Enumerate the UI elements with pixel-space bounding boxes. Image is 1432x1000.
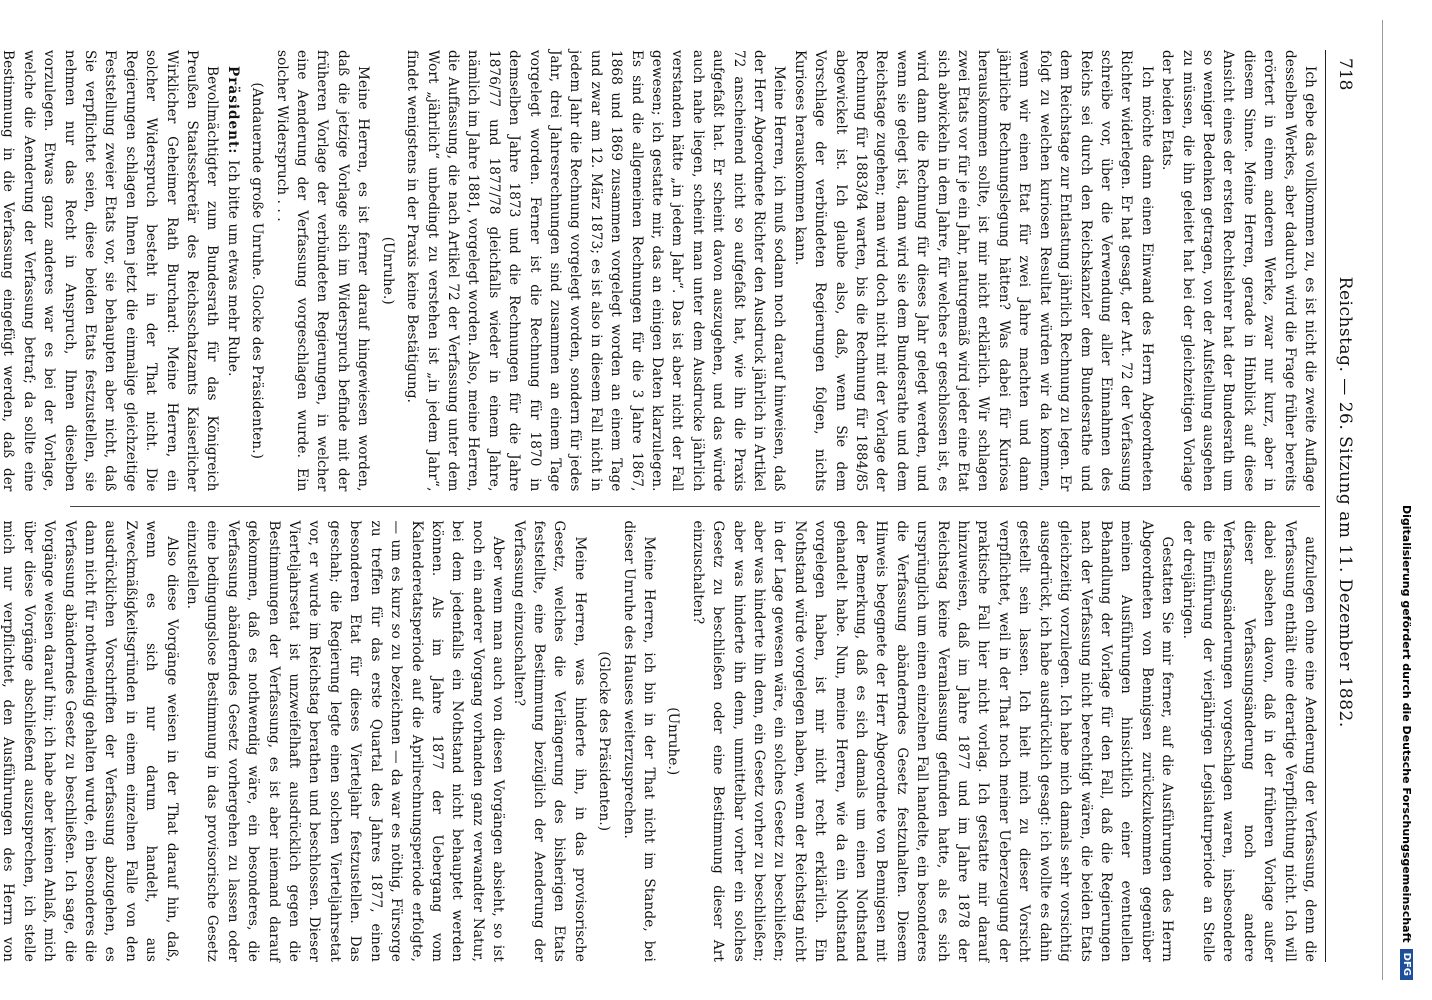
text-columns bbox=[0, 50, 1320, 962]
text-paragraph: Gestatten Sie mir ferner, auf die Ausführungen des Herrn Abgeordneten von Bennigsen zurückzukommen gegenüber meinen Ausführungen hinsichtlich einer eventuellen Behandlung der Vorlage für den Fall, daß die Regierungen nach der Verfassung nicht berechtigt wären, die beiden Etats gleichzeitig vorzulegen. Ich habe mich damals sehr vorsichtig ausgedrückt, ich habe ausdrücklich gesagt: ich wollte es dahin gestellt sein lassen. Ich hielt mich zu dieser Vorsicht verpflichtet, weil in der That noch meiner Ueberzeugung der praktische Fall hier nicht vorlag. Ich gestatte mir darauf hinzuweisen, daß im Jahre 1877 und im Jahre 1878 der Reichstag keine Veranlassung gefunden hatte, als es sich ursprünglich um einen einzelnen Fall handelte, ein besonderes die Verfassung abänderndes Gesetz festzuhalten. Diesem Hinweis begegnete der Herr Abgeordnete von Bennigsen mit der Bemerkung, daß es sich damals um einen Nothstand gehandelt habe. Nun, meine Herren, wie da ein Nothstand vorgelegen haben, ist mir nicht recht erklärlich. Ein Nothstand würde vorgelegen haben, wenn der Reichstag nicht in der Lage gewesen wäre, ein solches Gesetz zu beschließen; aber was hinderte ihn denn, ein Gesetz vorher zu beschließen; aber was hinderte ihn denn, unmittelbar vorher ein solches Gesetz zu beschließen oder eine Bestimmung dieser Art einzuschalten? bbox=[689, 520, 1176, 962]
text-paragraph: Bevollmächtigter zum Bundesrath für das Königreich Preußen Staatssekretär des Reichsschatzamts Kaiserlicher Wirklicher Geheimer Rath Burchard: Meine Herren, ein solcher Widerspruch besteht in der That nicht. Die Regierungen schlagen Ihnen jetzt die einmalige gleichzeitige Feststellung zweier Etats vor, sie behaupten aber nicht, daß Sie verpflichtet seien, diese beiden Etats festzustellen, sie nehmen nur das Recht in Anspruch, Ihnen dieselben vorzulegen. Etwas ganz anderes war es bei der Vorlage, welche die Aenderung der Verfassung betraf; da sollte eine Bestimmung in die Verfassung eingefügt werden, daß der bbox=[0, 50, 221, 492]
sidebar-divider bbox=[1382, 20, 1383, 980]
stage-direction: (Unruhe.) bbox=[665, 707, 682, 776]
speech-paragraph bbox=[222, 50, 242, 492]
column-divider bbox=[70, 506, 1320, 507]
text-paragraph: Ich gebe das vollkommen zu, es ist nicht die zweite Auflage desselben Werkes, aber dadurch wird die Frage früher bereits erörtert in einem anderen Werke, zwar nur kurz, aber in diesem Sinne. Meine Herren, gerade in Hinblick auf diese Ansicht eines der ersten Rechtslehrer hat der Bundesrath um so weniger Bedenken getragen, von der Aufstellung ausgehen zu müssen, die ihn geleitet hat bei der gleichzeitigen Vorlage der beiden Etats. bbox=[1159, 50, 1318, 492]
text-paragraph: Meine Herren, es ist ferner darauf hingewiesen worden, daß die jetzige Vorlage sich im Widerspruch befinde mit der früheren Vorlage der verbündeten Regierungen, in welcher eine Aenderung der Verfassung vorgeschlagen wurde. Ein solcher Widerspruch . . . bbox=[273, 50, 372, 492]
text-paragraph: Also diese Vorgänge weisen in der That darauf hin, daß, wenn es sich nur darum handelt, aus Zweckmäßigkeitsgründen in einem einzelnen Falle von den ausdrücklichen Vorschriften der Verfassung abzugehen, es dann nicht für nothwendig gehalten wurde, ein besonderes die Verfassung abänderndes Gesetz zu beschließen. Ich sage, die Vorgänge weisen darauf hin; ich habe aber keinen Anlaß, mich über diese Vorgänge abschließend auszusprechen, ich stelle mich nur verpflichtet, den Ausführungen des Herrn von bbox=[0, 520, 180, 962]
page-header bbox=[1330, 40, 1360, 972]
rotated-page bbox=[0, 40, 1360, 972]
text-paragraph: Meine Herren, ich muß sodann noch darauf hinweisen, daß der Herr Abgeordnete Richter den Ausdruck jährlich in Artikel 72 anscheinend nicht so aufgefaßt hat, wie ihn die Praxis aufgefaßt hat. Er scheint davon auszugehen, und das würde auch nahe liegen, scheint man unter dem Ausdrucke jährlich verstanden hätte „in jedem Jahr“. Das ist aber nicht der Fall gewesen; ich gestatte mir, das an einigen Daten klarzulegen. Es sind die allgemeinen Rechnungen für die 3 Jahre 1867, 1868 und 1869 zusammen vorgelegt worden an einem Tage und zwar am 12. März 1873; es ist also in diesem Fall nicht in jedem Jahr die Rechnung vorgelegt worden, sondern für jedes Jahr, drei Jahresrechnungen sind zusammen an einem Tage vorgelegt worden. Ferner ist die Rechnung für 1870 in demselben Jahre 1873 und die Rechnungen für die Jahre 1876/77 und 1877/78 gleichfalls wieder in einem Jahre, nämlich im Jahre 1881, vorgelegt worden. Also, meine Herren, die Auffassung, die nach Artikel 72 der Verfassung unter dem Wort „jährlich“ unbedingt zu verstehen ist „in jedem Jahr“, findet wenigstens in der Praxis keine Bestätigung. bbox=[404, 50, 788, 492]
stage-direction: (Andauernde große Unruhe. Glocke des Präsidenten.) bbox=[249, 82, 266, 460]
text-paragraph: Meine Herren, ich bin in der That nicht im Stande, bei dieser Unruhe des Hauses weiterzusprechen. bbox=[620, 520, 657, 962]
text-paragraph: Aber wenn man auch von diesen Vorgängen absieht, so ist noch ein anderer Vorgang vorhanden ganz verwandter Natur, bei dem jedenfalls ein Nothstand nicht behauptet werden können. Als im Jahre 1877 der Uebergang vom Kalenderetatsperiode auf die Aprilrechnungsperiode erfolgte, — um es kurz so zu bezeichnen — da war es nöthig, Fürsorge zu treffen für das erste Quartal des Jahres 1877, einen besonderen Etat für dieses Vierteljahr festzustellen. Das geschah; die Regierung legte einen solchen Vierteljahrsetat vor, er wurde im Reichstag berathen und beschlossen. Dieser Vierteljahrsetat ist unzweifelhaft ausdrücklich gegen die Bestimmungen der Verfassung, es ist aber niemand darauf gekommen, daß es nothwendig wäre, ein besonderes, die Verfassung abänderndes Gesetz vorhergehen zu lassen oder eine bedingungslose Bestimmung in das provisorische Gesetz einzustellen. bbox=[184, 520, 507, 962]
page-title: Reichstag. — 26. Sitzung am 11. Dezember 1882. bbox=[1335, 276, 1355, 728]
dfg-credit-text: Digitalisierung gefördert durch die Deutsche Forschungsgemeinschaft bbox=[1400, 504, 1414, 943]
text-paragraph: aufzulegen ohne eine Aenderung der Verfassung, denn die Verfassung enthält eine derartige Verpflichtung nicht. Ich will dabei absehen davon, daß in der früheren Vorlage außer dieser Verfassungsänderung noch andere Verfassungsänderungen vorgeschlagen waren, insbesondere die Einführung der vierjährigen Legislaturperiode an Stelle der dreijährigen. bbox=[1179, 520, 1318, 962]
stage-direction: (Unruhe.) bbox=[379, 236, 396, 305]
dfg-logo: DFG bbox=[1401, 949, 1414, 980]
speaker-name: Präsident: bbox=[224, 66, 241, 161]
speech-text: Ich bitte um etwas mehr Ruhe. bbox=[224, 160, 241, 377]
text-paragraph: Ich möchte dann einen Einwand des Herrn Abgeordneten Richter widerlegen. Er hat gesagt, der Art. 72 der Verfassung schreibe vor, über die Verwendung aller Einnahmen des Reichs sei durch den Reichskanzler dem Bundesrathe und dem Reichstage zur Entlastung jährlich Rechnung zu legen. Er folgt zu welchen kuriosen Resultat würden wir da kommen, wenn wir einen Etat für zwei Jahre machten und dann jährliche Rechnungslegung hätten? Was dabei für Kuriosa herauskommen sollte, ist mir nicht erklärlich. Wir schlagen zwei Etats vor für je ein Jahr, naturgemäß wird jeder eine Etat sich abwickeln in dem Jahre, für welches er geschlossen ist, es wird dann die Rechnung für dieses Jahr gelegt werden, und wenn sie gelegt ist, dann wird sie dem Bundesrathe und dem Reichstage zugehen; man wird doch nicht mit der Vorlage der Rechnung für 1883/84 warten, bis die Rechnung für 1884/85 abgewickelt ist. Ich glaube also, daß, wenn Sie dem Vorschlage der verbündeten Regierungen folgen, nichts Kurioses herauskommen kann. bbox=[791, 50, 1155, 492]
left-column bbox=[0, 50, 1320, 492]
right-column bbox=[0, 520, 1320, 963]
text-paragraph: Meine Herren, was hinderte ihn, in das provisorische Gesetz, welches die Verlängerung des bisherigen Etats feststellte, eine Bestimmung bezüglich der Aenderung der Verfassung einzuschalten? bbox=[510, 520, 588, 962]
header-rule bbox=[1325, 50, 1326, 962]
stage-direction: (Glocke des Präsidenten.) bbox=[596, 651, 613, 832]
sidebar-credit bbox=[1392, 20, 1422, 980]
page-number: 718 bbox=[1335, 58, 1355, 91]
